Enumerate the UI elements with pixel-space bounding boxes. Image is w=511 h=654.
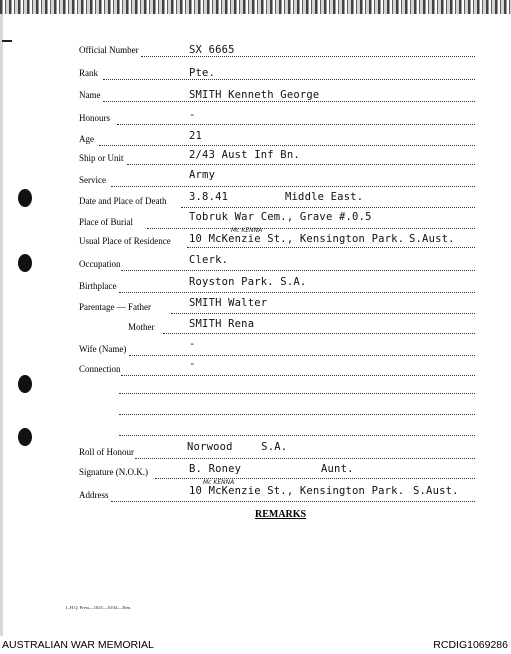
official-number-value: SX 6665 — [189, 44, 235, 56]
birthplace-value: Royston Park. S.A. — [189, 276, 307, 288]
service-value: Army — [189, 169, 216, 181]
address-label: Address — [79, 490, 109, 500]
dotted-line — [111, 500, 475, 502]
roll-of-honour-value: Norwood S.A. — [187, 441, 288, 453]
age-label: Age — [79, 134, 94, 144]
signature-label: Signature (N.O.K.) — [79, 467, 148, 477]
service-label: Service — [79, 175, 106, 185]
scan-mark — [2, 40, 12, 42]
remarks-heading: REMARKS — [255, 509, 307, 520]
punch-hole — [18, 254, 32, 272]
dotted-line — [147, 227, 475, 229]
father-value: SMITH Walter — [189, 297, 268, 309]
dotted-line — [119, 291, 475, 293]
dotted-line — [127, 163, 475, 165]
dotted-line — [111, 185, 475, 187]
dotted-line — [129, 354, 475, 356]
dotted-line — [99, 144, 475, 146]
footer-institution: AUSTRALIAN WAR MEMORIAL — [2, 639, 154, 651]
place-of-burial-value: Tobruk War Cem., Grave #.0.5 — [189, 211, 372, 223]
mother-label: Mother — [128, 322, 155, 332]
birthplace-label: Birthplace — [79, 281, 117, 291]
handwritten-correction: Mc KENNA — [231, 227, 263, 234]
date-of-death-value: 3.8.41 — [189, 191, 229, 203]
ship-or-unit-label: Ship or Unit — [79, 153, 124, 163]
signature-relation: Aunt. — [321, 463, 354, 475]
usual-residence-label: Usual Place of Residence — [79, 236, 171, 246]
punch-hole — [18, 375, 32, 393]
connection-line — [119, 434, 475, 436]
dotted-line — [121, 269, 475, 271]
usual-residence-state: S.Aust. — [409, 233, 455, 245]
official-number-label: Official Number — [79, 45, 139, 55]
handwritten-correction: Mc KENNA — [203, 479, 235, 486]
connection-line — [119, 392, 475, 394]
age-value: 21 — [189, 130, 203, 142]
punch-hole — [18, 428, 32, 446]
connection-line — [119, 413, 475, 415]
honours-value: - — [189, 109, 196, 121]
signature-value: B. Roney — [189, 463, 242, 475]
dotted-line — [135, 457, 475, 459]
rank-value: Pte. — [189, 67, 216, 79]
punch-hole — [18, 189, 32, 207]
dotted-line — [171, 312, 475, 314]
place-of-burial-label: Place of Burial — [79, 217, 133, 227]
name-label: Name — [79, 90, 101, 100]
printer-imprint: L.H.Q. Press—1625—10/44—30m. — [66, 605, 132, 610]
date-place-death-label: Date and Place of Death — [79, 196, 167, 206]
dotted-line — [121, 374, 475, 376]
dotted-line — [181, 206, 475, 208]
occupation-label: Occupation — [79, 259, 121, 269]
father-label: Parentage — Father — [79, 302, 151, 312]
address-value: 10 McKenzie St., Kensington Park. — [189, 485, 405, 497]
archive-footer — [0, 636, 511, 654]
name-value: SMITH Kenneth George — [189, 89, 320, 101]
footer-record-id: RCDIG1069286 — [433, 639, 508, 651]
dotted-line — [103, 78, 475, 80]
dotted-line — [187, 246, 475, 248]
dotted-line — [117, 123, 475, 125]
connection-label: Connection — [79, 364, 121, 374]
roll-of-honour-label: Roll of Honour — [79, 447, 134, 457]
ship-or-unit-value: 2/43 Aust Inf Bn. — [189, 149, 300, 161]
scan-edge-top — [0, 0, 511, 14]
usual-residence-value: 10 McKenzie St., Kensington Park. — [189, 233, 405, 245]
mother-value: SMITH Rena — [189, 318, 255, 330]
dotted-line — [163, 332, 475, 334]
scan-edge-left — [0, 14, 3, 636]
connection-value: - — [189, 358, 196, 370]
place-of-death-value: Middle East. — [285, 191, 364, 203]
honours-label: Honours — [79, 113, 110, 123]
wife-value: - — [189, 338, 196, 350]
address-state: S.Aust. — [413, 485, 459, 497]
wife-label: Wife (Name) — [79, 344, 127, 354]
occupation-value: Clerk. — [189, 254, 229, 266]
rank-label: Rank — [79, 68, 98, 78]
